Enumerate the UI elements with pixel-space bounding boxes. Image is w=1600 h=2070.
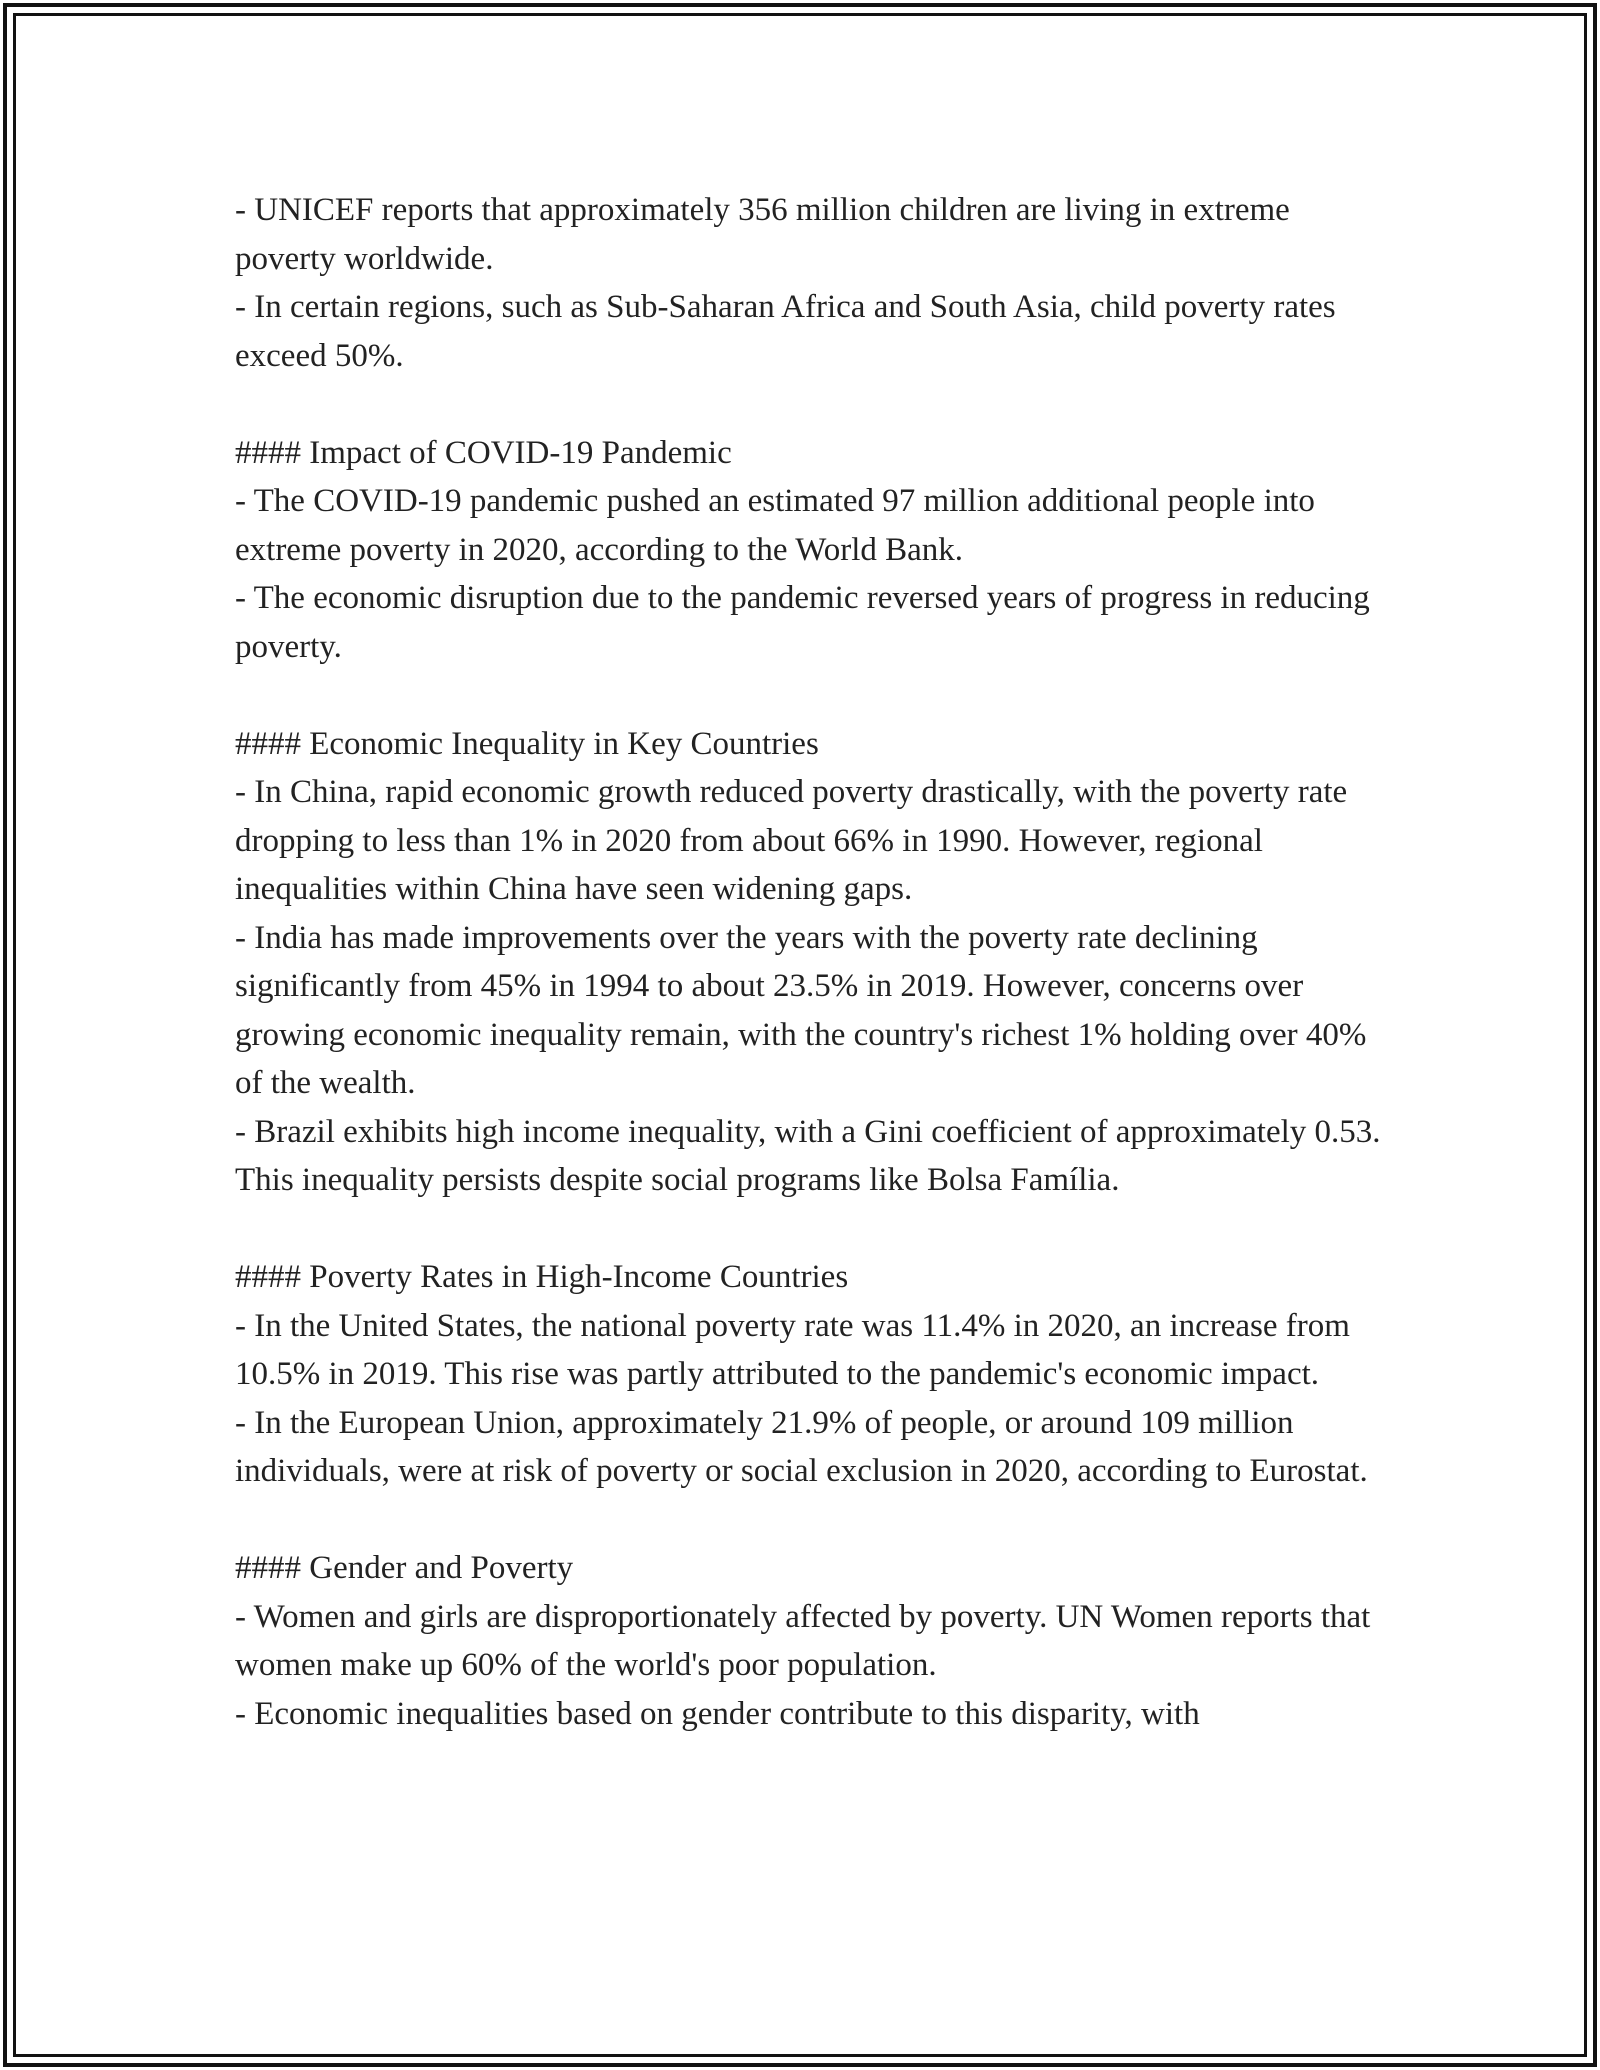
- spacer: [235, 380, 1385, 429]
- bullet-united-states: - In the United States, the national poverty rate was 11.4% in 2020, an increase from 10.5% in 2019. This rise was partly attributed to the pandemic's economic impact.: [235, 1307, 1350, 1392]
- bullet-covid-disruption: - The economic disruption due to the pandemic reversed years of progress in reducing poverty.: [235, 580, 1370, 665]
- section-heading-gender: #### Gender and Poverty: [235, 1550, 574, 1586]
- bullet-brazil: - Brazil exhibits high income inequality, with a Gini coefficient of approximately 0.53. This inequality persists despite social programs like Bolsa Família.: [235, 1113, 1381, 1198]
- bullet-european-union: - In the European Union, approximately 21.9% of people, or around 109 million individuals, were at risk of poverty or social exclusion in 2020, according to Eurostat.: [235, 1404, 1368, 1489]
- bullet-covid-world-bank: - The COVID-19 pandemic pushed an estimated 97 million additional people into extreme poverty in 2020, according to the World Bank.: [235, 483, 1315, 568]
- section-heading-covid: #### Impact of COVID-19 Pandemic: [235, 434, 732, 471]
- document-body: [235, 186, 1385, 1738]
- spacer: [235, 1496, 1385, 1545]
- bullet-women-girls: - Women and girls are disproportionately affected by poverty. UN Women reports that women make up 60% of the world's poor population.: [235, 1598, 1371, 1683]
- spacer: [235, 671, 1385, 720]
- bullet-india: - India has made improvements over the years with the poverty rate declining significantly from 45% in 1994 to about 23.5% in 2019. However, concerns over growing economic inequality remain, with the country's richest 1% holding over 40% of the wealth.: [235, 919, 1367, 1101]
- section-heading-high-income: #### Poverty Rates in High-Income Countries: [235, 1259, 849, 1295]
- bullet-unicef-children: - UNICEF reports that approximately 356 million children are living in extreme poverty worldwide.: [235, 192, 1290, 277]
- spacer: [235, 1205, 1385, 1254]
- bullet-regional-child-poverty: - In certain regions, such as Sub-Saharan Africa and South Asia, child poverty rates exceed 50%.: [235, 289, 1336, 374]
- section-heading-inequality: #### Economic Inequality in Key Countries: [235, 725, 819, 762]
- bullet-gender-inequalities: - Economic inequalities based on gender contribute to this disparity, with: [235, 1695, 1200, 1732]
- bullet-china: - In China, rapid economic growth reduced poverty drastically, with the poverty rate dropping to less than 1% in 2020 from about 66% in 1990. However, regional inequalities within China have seen widening gaps.: [235, 774, 1348, 907]
